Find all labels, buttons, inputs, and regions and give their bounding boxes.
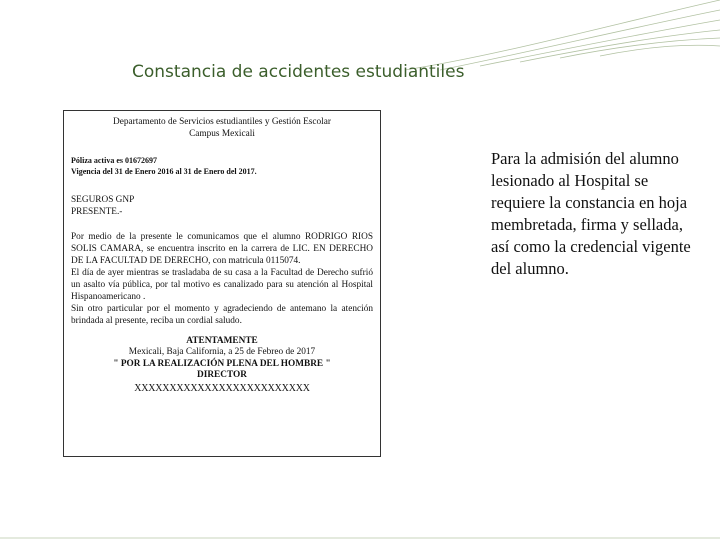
signature-placeholder: XXXXXXXXXXXXXXXXXXXXXXXXX [134, 382, 310, 394]
certificate-letter [63, 110, 381, 457]
campus-name: Campus Mexicali [189, 129, 255, 140]
closing: ATENTAMENTE [186, 335, 258, 346]
signer-title: DIRECTOR [197, 370, 247, 381]
letter-paragraph-1: Por medio de la presente le comunicamos que el alumno RODRIGO RIOS SOLIS CAMARA, se encuentra inscrito en la carrera de LIC. EN DERECHO DE LA FACULTAD DE DERECHO, con matricula 0115074. [71, 231, 373, 267]
recipient: SEGUROS GNP [71, 194, 135, 205]
policy-validity: Vigencia del 31 de Enero 2016 al 31 de Enero del 2017. [71, 166, 257, 176]
letter-paragraph-2: El día de ayer mientras se trasladaba de su casa a la Facultad de Derecho sufrió un asalto vía pública, por tal motivo es canalizado para su atención al Hospital Hispanoamericano . [71, 268, 373, 303]
department-name: Departamento de Servicios estudiantiles y Gestión Escolar [113, 117, 331, 127]
slide-title: Constancia de accidentes estudiantiles [132, 62, 465, 82]
motto: " POR LA REALIZACIÓN PLENA DEL HOMBRE " [113, 358, 331, 369]
place-date: Mexicali, Baja California, a 25 de Febreo de 2017 [128, 347, 316, 358]
admission-note: Para la admisión del alumno lesionado al Hospital se requiere la constancia en hoja membretada, firma y sellada, así como la credencial vigente del alumno. [491, 149, 691, 278]
policy-number: Póliza activa es 01672697 [71, 156, 157, 166]
letter-paragraph-3: Sin otro particular por el momento y agradeciendo de antemano la atención brindada al presente, reciba un cordial saludo. [71, 304, 373, 327]
presente: PRESENTE.- [71, 206, 123, 217]
